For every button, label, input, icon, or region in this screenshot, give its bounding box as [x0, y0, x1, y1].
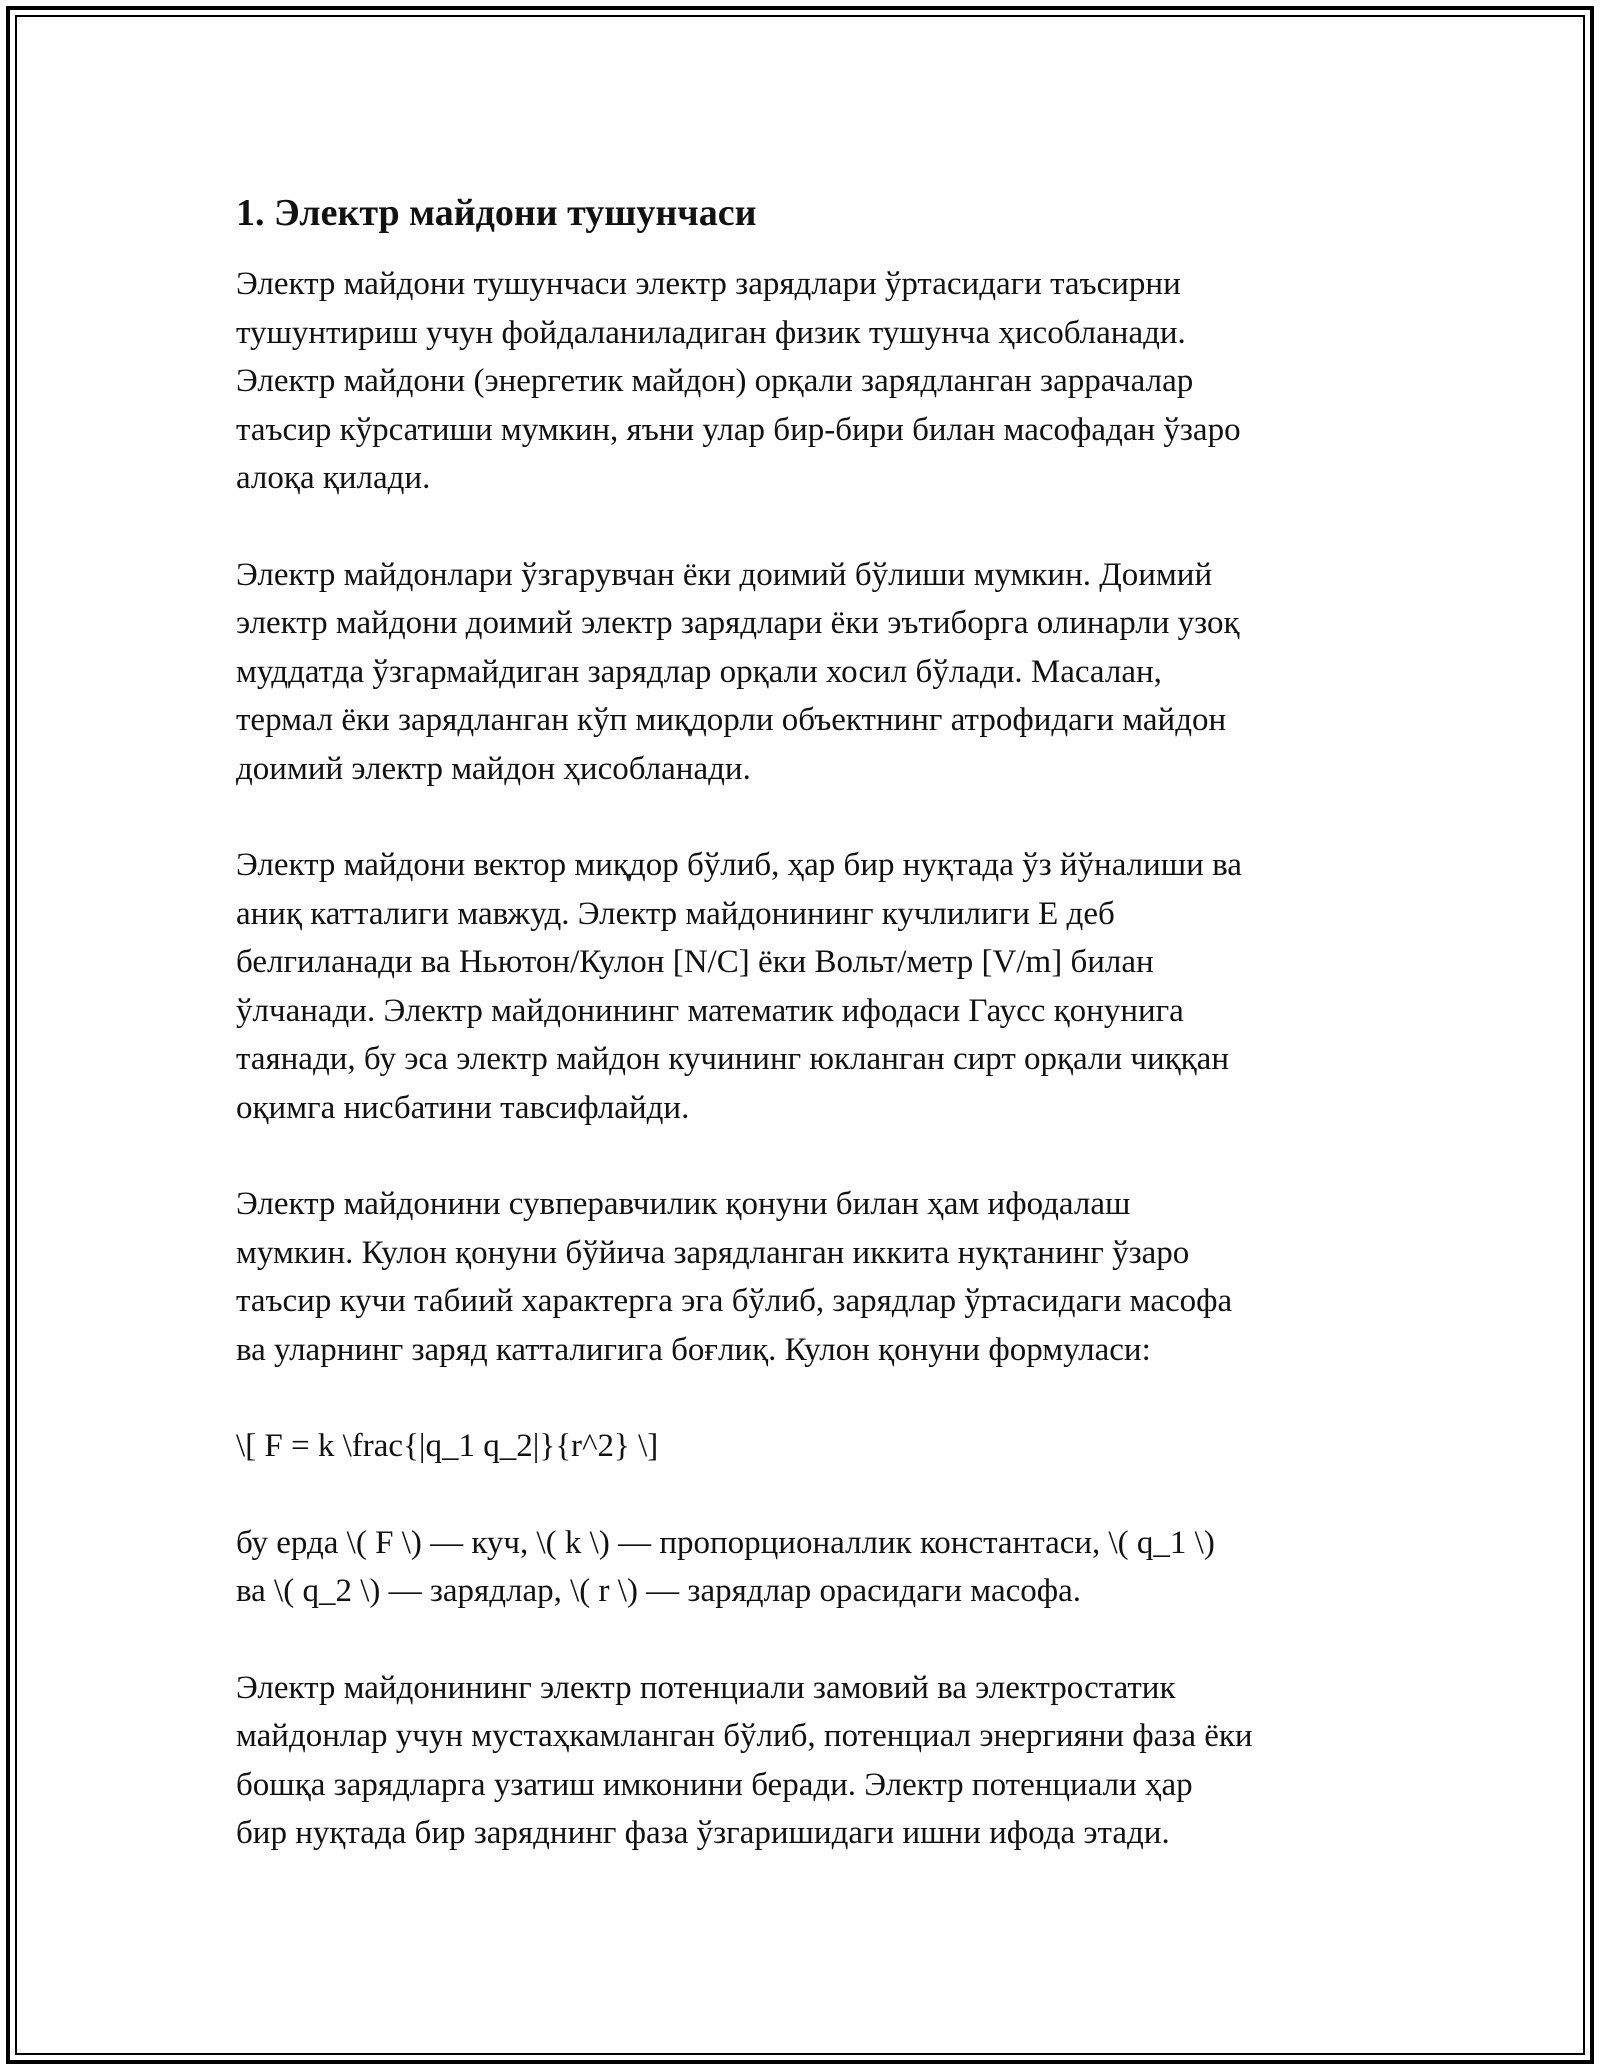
paragraph-3	[236, 841, 1396, 1132]
text-line: Электр майдонлари ўзгарувчан ёки доимий бўлиши мумкин. Доимий	[236, 556, 1213, 593]
text-line: бошқа зарядларга узатиш имконини беради. Электр потенциали ҳар	[236, 1766, 1193, 1803]
paragraph-2	[236, 551, 1396, 794]
text-line: белгиланади ва Ньютон/Кулон [N/C] ёки Вольт/метр [V/m] билан	[236, 944, 1154, 980]
text-line: мумкин. Кулон қонуни бўйича зарядланган иккита нуқтанинг ўзаро	[236, 1234, 1190, 1271]
text-line: аниқ катталиги мавжуд. Электр майдонининг кучлилиги E деб	[236, 895, 1115, 932]
text-line: Электр майдони вектор миқдор бўлиб, ҳар бир нуқтада ўз йўналиши ва	[236, 847, 1242, 883]
coulomb-formula: \[ F = k \frac{|q_1 q_2|}{r^2} \]	[236, 1428, 659, 1464]
text-line: таянади, бу эса электр майдон кучининг юкланган сирт орқали чиққан	[236, 1041, 1229, 1077]
text-line: алоқа қилади.	[236, 460, 431, 496]
text-line: бир нуқтада бир заряднинг фаза ўзгаришидаги ишни ифода этади.	[236, 1815, 1170, 1851]
text-line: доимий электр майдон ҳисобланади.	[236, 750, 751, 787]
text-line: муддатда ўзгармайдиган зарядлар орқали хосил бўлади. Масалан,	[236, 653, 1162, 690]
text-line: Электр майдонини сувперавчилик қонуни билан ҳам ифодалаш	[236, 1186, 1131, 1222]
paragraph-4	[236, 1180, 1396, 1374]
section-heading: 1. Электр майдони тушунчаси	[236, 192, 757, 234]
text-line: ва \( q_2 \) — зарядлар, \( r \) — зарядлар орасидаги масофа.	[236, 1573, 1082, 1609]
text-line: Электр майдони тушунчаси электр зарядлари ўртасидаги таъсирни	[236, 266, 1181, 302]
text-line: ва уларнинг заряд катталигига боғлиқ. Кулон қонуни формуласи:	[236, 1331, 1151, 1368]
text-line: оқимга нисбатини тавсифлайди.	[236, 1089, 690, 1126]
text-line: таъсир кучи табиий характерга эга бўлиб, зарядлар ўртасидаги масофа	[236, 1283, 1233, 1319]
paragraph-1	[236, 260, 1396, 503]
document-body	[236, 186, 1396, 1906]
text-line: электр майдони доимий электр зарядлари ёки эътиборга олинарли узоқ	[236, 605, 1240, 641]
text-line: Электр майдонининг электр потенциали замовий ва электростатик	[236, 1669, 1176, 1706]
paragraph-6	[236, 1664, 1396, 1858]
text-line: таъсир кўрсатиши мумкин, яъни улар бир-бири билан масофадан ўзаро	[236, 411, 1241, 448]
text-line: ўлчанади. Электр майдонининг математик ифодаси Гаусс қонунига	[236, 992, 1184, 1029]
text-line: термал ёки зарядланган кўп миқдорли объектнинг атрофидаги майдон	[236, 702, 1227, 738]
text-line: Электр майдони (энергетик майдон) орқали зарядланган заррачалар	[236, 363, 1194, 399]
text-line: бу ерда \( F \) — куч, \( k \) — пропорционаллик константаси, \( q_1 \)	[236, 1524, 1215, 1561]
text-line: тушунтириш учун фойдаланиладиган физик тушунча ҳисобланади.	[236, 314, 1186, 351]
paragraph-5	[236, 1519, 1396, 1616]
text-line: майдонлар учун мустаҳкамланган бўлиб, потенциал энергияни фаза ёки	[236, 1718, 1253, 1754]
